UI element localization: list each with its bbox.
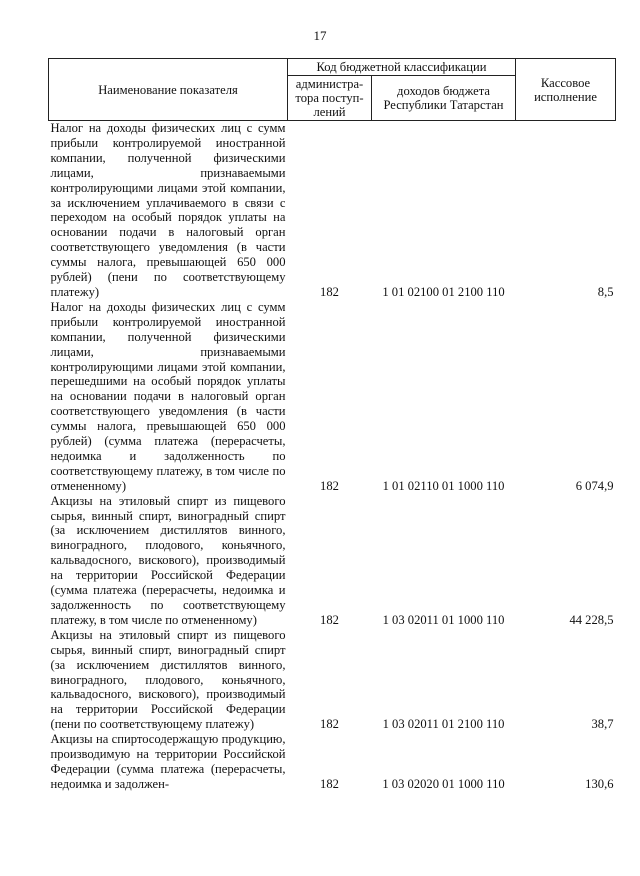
- header-indicator-name: Наименование показателя: [49, 59, 288, 121]
- row-admin-code: 182: [320, 612, 339, 627]
- row-amount: 38,7: [591, 717, 614, 732]
- row-amount: 130,6: [585, 776, 614, 791]
- row-admin-code: 182: [320, 776, 339, 791]
- row-indicator-name: Акцизы на этиловый спирт из пищевого сырья, винный спирт, виноградный спирт (за исключением дистиллятов винного, виноградного, плодового, коньячного, кальвадосного, вискового), производимый на территории Российской Федерации (пени по соответствующему платежу): [50, 627, 286, 732]
- row-indicator-name: Акцизы на спиртосодержащую продукцию, производимую на территории Российской Федерации (сумма платежа (перерасчеты, недоимка и задолжен-: [50, 732, 286, 791]
- header-cash-execution: Кассовое исполнение: [516, 59, 616, 121]
- row-amount: 8,5: [597, 284, 614, 299]
- table-row: [49, 628, 616, 732]
- row-indicator-name: Налог на доходы физических лиц с сумм прибыли контролируемой иностранной компании, полученной физическими лицами, признаваемыми контролирующими лицами этой компании, перешедшими на особый порядок уплаты на основании подачи в налоговый орган соответствующего уведомления (в части суммы налога, превышающей 650 000 рублей) (сумма платежа (перерасчеты, недоимка и задолженность по соответствующему платежу, в том числе по отмененному): [50, 299, 286, 493]
- row-admin-code: 182: [320, 478, 339, 493]
- table-row: [49, 300, 616, 494]
- row-amount: 6 074,9: [575, 478, 614, 493]
- table-row: [49, 121, 616, 300]
- header-revenue: доходов бюджета Республики Татарстан: [372, 76, 516, 121]
- budget-revenue-table: [48, 58, 616, 792]
- row-amount: 44 228,5: [569, 612, 614, 627]
- page-number: 17: [313, 28, 327, 43]
- header-administrator: администра-тора поступ-лений: [288, 76, 372, 121]
- table-row: [49, 732, 616, 792]
- row-revenue-code: 1 03 02011 01 1000 110: [382, 612, 505, 627]
- row-indicator-name: Налог на доходы физических лиц с сумм прибыли контролируемой иностранной компании, полученной физическими лицами, признаваемыми контролирующими лицами этой компании, за исключением уплачиваемого в связи с переходом на особый порядок уплаты на основании подачи в налоговый орган соответствующего уведомления (в части суммы налога, превышающей 650 000 рублей) (пени по соответствующему платежу): [50, 121, 286, 299]
- row-revenue-code: 1 01 02110 01 1000 110: [382, 478, 505, 493]
- table-row: [49, 494, 616, 628]
- row-admin-code: 182: [320, 717, 339, 732]
- row-indicator-name: Акцизы на этиловый спирт из пищевого сырья, винный спирт, виноградный спирт (за исключением дистиллятов винного, виноградного, плодового, коньячного, кальвадосного, вискового), производимый на территории Российской Федерации (сумма платежа (перерасчеты, недоимка и задолженность по соответствующему платежу, в том числе по отмененному): [50, 493, 286, 627]
- header-classification-code: Код бюджетной классификации: [288, 59, 516, 76]
- row-revenue-code: 1 01 02100 01 2100 110: [382, 284, 505, 299]
- row-admin-code: 182: [320, 284, 339, 299]
- row-revenue-code: 1 03 02011 01 2100 110: [382, 717, 505, 732]
- row-revenue-code: 1 03 02020 01 1000 110: [382, 776, 505, 791]
